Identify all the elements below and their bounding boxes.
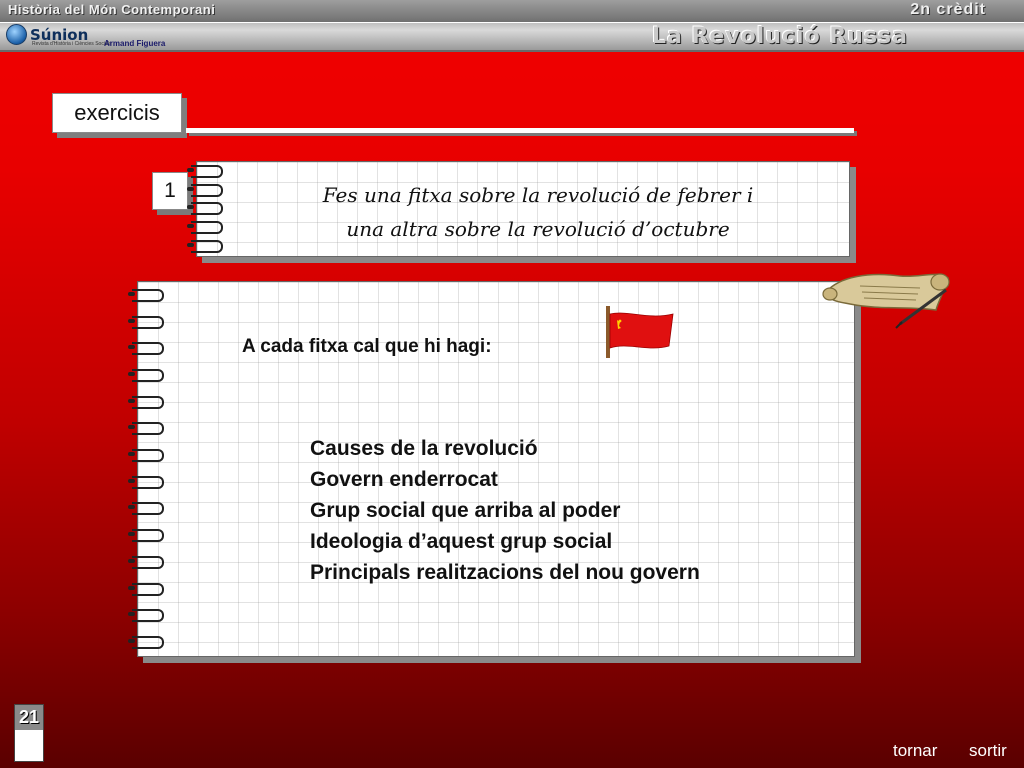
list-item: Govern enderrocat: [310, 468, 498, 491]
exercise-number: 1: [152, 172, 188, 210]
spiral-binding: [132, 282, 168, 656]
list-item: Ideologia d’aquest grup social: [310, 530, 613, 553]
back-link[interactable]: tornar: [893, 741, 938, 760]
task-line: una altra sobre la revolució d’octubre: [346, 217, 730, 241]
header-top-strip: [0, 0, 1024, 23]
list-item: Causes de la revolució: [310, 437, 538, 460]
unit-title: La Revolució Russa: [651, 24, 908, 49]
author-name: Armand Figuera: [104, 39, 166, 48]
logo-name: Súnion: [30, 25, 89, 44]
list-item: Principals realitzacions del nou govern: [310, 561, 700, 584]
section-tab: exercicis: [52, 93, 182, 133]
course-title: Història del Món Contemporani: [8, 2, 216, 17]
requirements-list: [310, 433, 700, 588]
scroll-quill-icon: [820, 262, 954, 332]
task-notebook: [196, 161, 850, 257]
page-number: 21: [18, 707, 40, 727]
credit-label: 2n crèdit: [910, 1, 986, 18]
task-statement: [237, 178, 839, 246]
spiral-binding: [191, 162, 227, 256]
page-number-badge: [14, 704, 44, 762]
header-bar: [0, 0, 1024, 52]
list-item: Grup social que arriba al poder: [310, 499, 621, 522]
sunion-globe-icon: [6, 24, 27, 45]
task-line: Fes una fitxa sobre la revolució de febrer i: [322, 183, 754, 207]
requirements-intro: A cada fitxa cal que hi hagi:: [242, 336, 492, 357]
exit-link[interactable]: sortir: [969, 741, 1007, 760]
logo-subtitle: Revista d'Història i Ciències Socials: [32, 41, 112, 47]
requirements-notebook: [137, 281, 855, 657]
sunion-logo: [6, 24, 112, 47]
section-divider: [186, 128, 854, 133]
soviet-flag-icon: [603, 306, 677, 358]
